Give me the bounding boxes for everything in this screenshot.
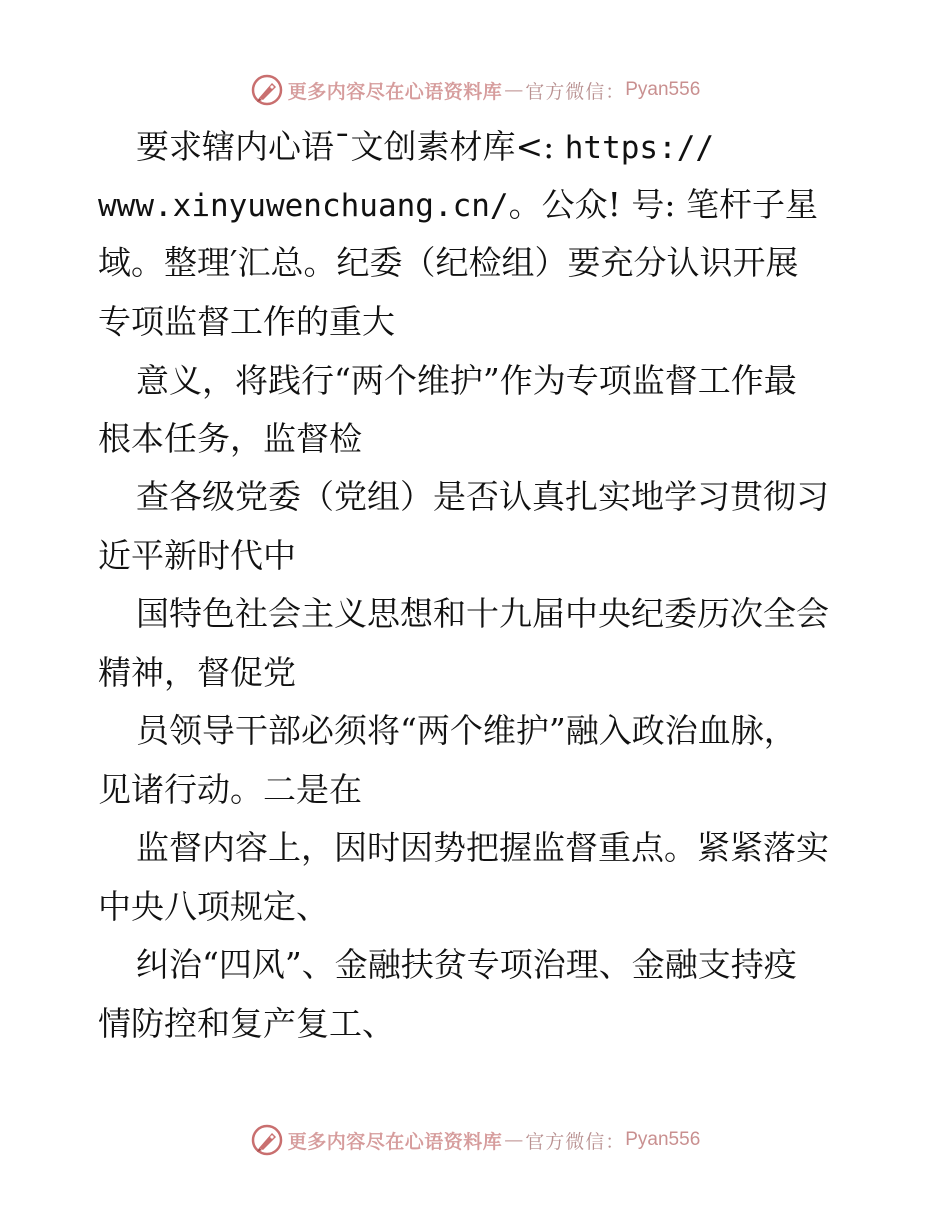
body-line-2-text: 。公众! 号: 笔杆子星 bbox=[508, 185, 818, 224]
header-banner bbox=[0, 70, 950, 110]
body-line-1 bbox=[136, 127, 714, 168]
body-line-11: 员领导干部必须将“两个维护”融入政治血脉， bbox=[136, 711, 797, 750]
body-line-8: 近平新时代中 bbox=[98, 536, 296, 575]
body-line-12: 见诸行动。二是在 bbox=[98, 770, 362, 809]
footer-brand-text: 更多内容尽在心语资料库 bbox=[287, 1130, 503, 1153]
body-line-1-text: 要求辖内心语¯文创素材库<: bbox=[136, 127, 565, 166]
body-line-13: 监督内容上，因时因势把握监督重点。紧紧落实 bbox=[136, 828, 829, 867]
footer-wechat-label: 官方微信： bbox=[525, 1130, 626, 1153]
body-line-1-url: https:// bbox=[564, 130, 715, 166]
footer-wechat-id: Pyan556 bbox=[625, 1129, 701, 1150]
body-line-4: 专项监督工作的重大 bbox=[98, 302, 395, 341]
footer-dash: — bbox=[504, 1129, 524, 1151]
banner-wechat-label: 官方微信： bbox=[525, 80, 626, 103]
body-line-15: 纠治“四风”、金融扶贫专项治理、金融支持疫 bbox=[136, 945, 797, 984]
pen-nib-logo-icon bbox=[250, 73, 284, 107]
body-line-14: 中央八项规定、 bbox=[98, 887, 329, 926]
body-line-16: 情防控和复产复工、 bbox=[98, 1004, 395, 1043]
body-line-9: 国特色社会主义思想和十九届中央纪委历次全会 bbox=[136, 594, 829, 633]
banner-brand-text: 更多内容尽在心语资料库 bbox=[287, 80, 503, 103]
banner-wechat-id: Pyan556 bbox=[625, 79, 701, 100]
body-line-2-url: www.xinyuwenchuang.cn/ bbox=[98, 188, 509, 224]
body-line-6: 根本任务，监督检 bbox=[98, 419, 362, 458]
body-line-3: 域。整理′汇总。纪委（纪检组）要充分认识开展 bbox=[98, 243, 799, 282]
body-line-7: 查各级党委（党组）是否认真扎实地学习贯彻习 bbox=[136, 477, 829, 516]
footer-banner bbox=[0, 1120, 950, 1160]
body-line-2 bbox=[98, 185, 818, 226]
body-line-10: 精神，督促党 bbox=[98, 653, 296, 692]
body-line-5: 意义，将践行“两个维护”作为专项监督工作最 bbox=[136, 361, 797, 400]
banner-dash: — bbox=[504, 79, 524, 101]
pen-nib-logo-icon bbox=[250, 1123, 284, 1157]
